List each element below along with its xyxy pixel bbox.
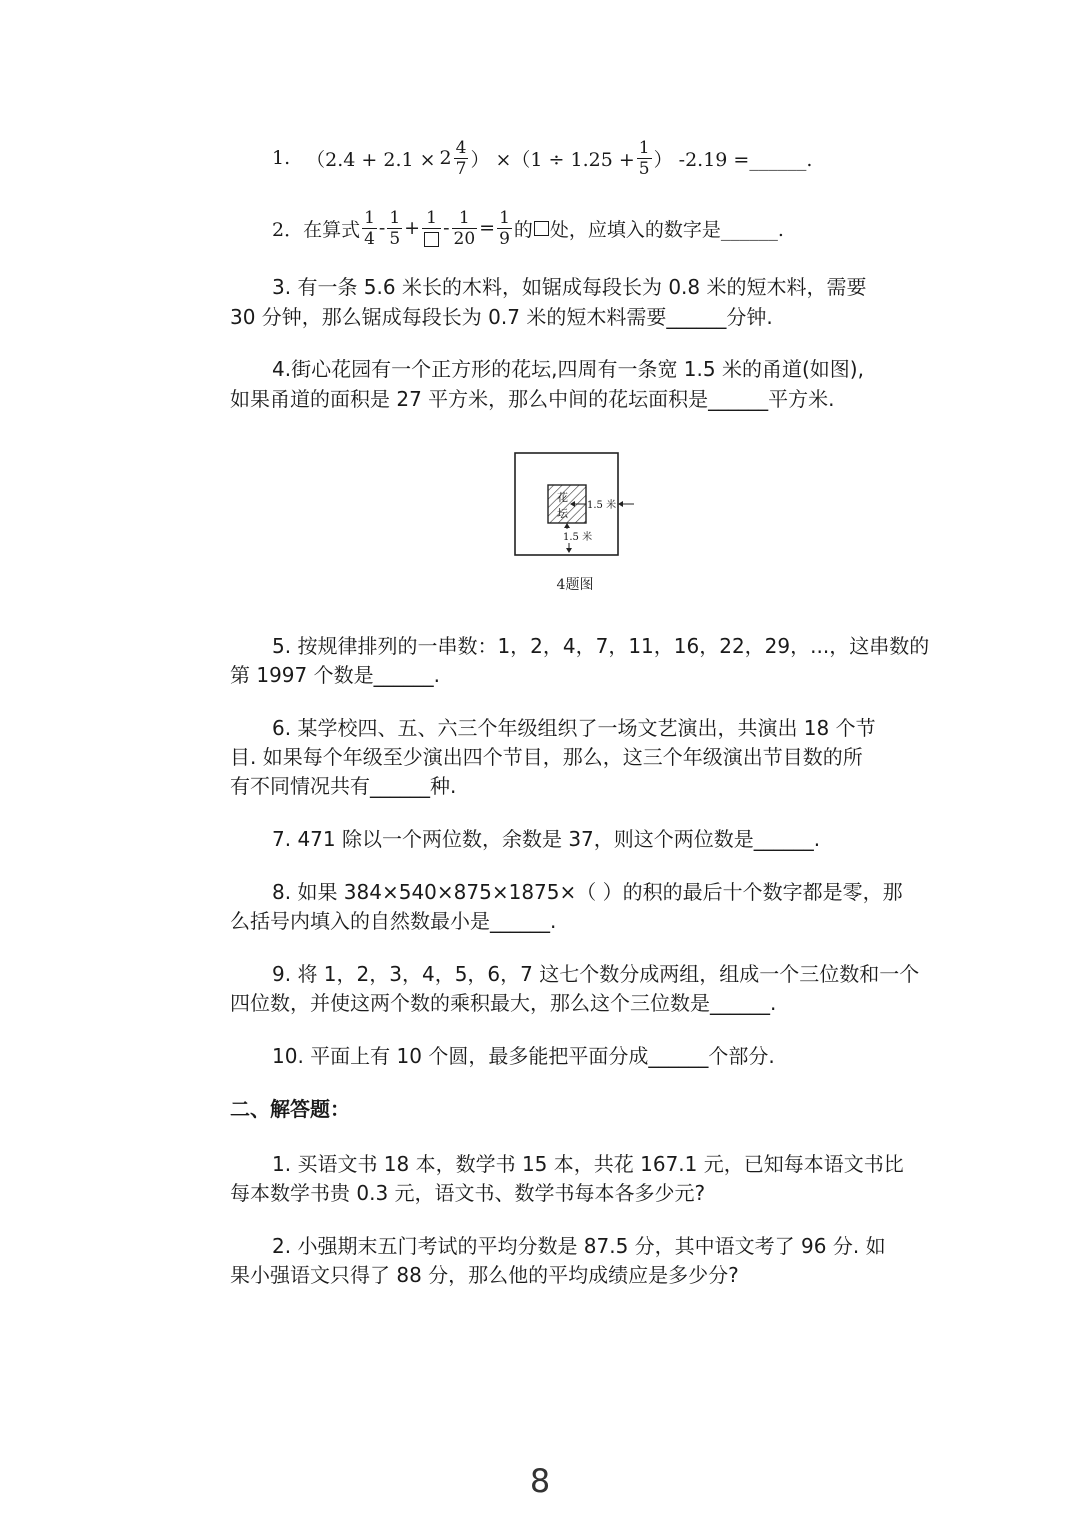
q1-mixed-num: 4 (455, 137, 467, 158)
flowerbed-char-2: 坛 (557, 507, 568, 520)
question-4-line-2: 如果甬道的面积是 27 平方米，那么中间的花坛面积是______平方米. (230, 387, 835, 411)
question-6-line-3: 有不同情况共有______种. (230, 774, 457, 798)
label-right-width: 1.5 米 (587, 500, 617, 511)
q1-frac-num: 1 (638, 137, 650, 158)
q1-fraction (637, 138, 652, 179)
q2-lead: 2．在算式 (272, 218, 361, 241)
q2-fraction-1 (362, 208, 377, 249)
q2-f5-num: 1 (499, 207, 510, 228)
q2-eq: = (479, 217, 496, 239)
question-8-line-2: 么括号内填入的自然数最小是______. (230, 909, 557, 933)
question-10: 10. 平面上有 10 个圆，最多能把平面分成______个部分. (272, 1044, 775, 1068)
section-heading: 二、解答题： (230, 1097, 350, 1121)
flowerbed-char-1: 花 (557, 491, 568, 504)
label-bottom-width: 1.5 米 (563, 532, 593, 543)
question-2 (230, 198, 972, 258)
question-3-line-1: 3. 有一条 5.6 米长的木料，如锯成每段长为 0.8 米的短木料，需要 (272, 275, 867, 299)
blank-box-icon (424, 232, 439, 247)
q1-frac-den: 5 (638, 158, 650, 179)
q2-mid: 的 (513, 218, 533, 241)
q1-mixed-whole: 2 (439, 147, 452, 169)
question-1 (230, 128, 972, 188)
q2-f2-num: 1 (389, 207, 401, 228)
q2-f3-den-box (422, 228, 441, 249)
q1-mid: ） ×（1 ÷ 1.25 + (470, 148, 635, 171)
q2-fraction-2 (387, 208, 402, 249)
q1-mixed-den: 7 (455, 158, 467, 179)
figure-caption: 4题图 (556, 577, 594, 593)
question-8-line-1: 8. 如果 384×540×875×1875×（ ）的积的最后十个数字都是零，那 (272, 880, 903, 904)
q2-fraction-3 (422, 208, 441, 249)
q2-f4-num: 1 (458, 207, 470, 228)
question-4-line-1: 4.街心花园有一个正方形的花坛,四周有一条宽 1.5 米的甬道(如图), (272, 357, 864, 381)
q1-tail: ） -2.19 =______. (653, 148, 813, 171)
q2-fraction-4 (452, 208, 478, 249)
page-number: 8 (529, 1462, 551, 1500)
q1-mixed-fraction (454, 138, 469, 179)
problem-2-line-1: 2. 小强期末五门考试的平均分数是 87.5 分，其中语文考了 96 分. 如 (272, 1234, 886, 1258)
question-5-line-2: 第 1997 个数是______. (230, 663, 440, 687)
question-5-line-1: 5. 按规律排列的一串数：1，2，4，7，11，16，22，29，...，这串数的 (272, 634, 930, 658)
q2-f1-num: 1 (364, 207, 375, 228)
question-6-line-2: 目. 如果每个年级至少演出四个节目，那么，这三个年级演出节目数的所 (230, 745, 863, 769)
q2-f3-num: 1 (426, 207, 437, 228)
q2-f1-den: 4 (364, 228, 375, 249)
question-7: 7. 471 除以一个两位数，余数是 37，则这个两位数是______. (272, 827, 821, 851)
q2-fraction-5 (497, 208, 512, 249)
q2-f5-den: 9 (499, 228, 510, 249)
blank-box-icon (534, 221, 549, 236)
problem-1-line-1: 1. 买语文书 18 本，数学书 15 本，共花 167.1 元，已知每本语文书比 (272, 1152, 904, 1176)
q2-f2-den: 5 (389, 228, 401, 249)
q2-op1: - (378, 217, 386, 239)
q2-op2: + (404, 217, 421, 239)
question-9-line-2: 四位数，并使这两个数的乘积最大，那么这个三位数是______. (230, 991, 777, 1015)
q2-tail: 处，应填入的数字是______. (549, 218, 784, 241)
problem-2-line-2: 果小强语文只得了 88 分，那么他的平均成绩应是多少分? (230, 1263, 739, 1287)
question-9-line-1: 9. 将 1，2，3，4，5，6，7 这七个数分成两组，组成一个三位数和一个 (272, 962, 920, 986)
q2-op3: - (443, 217, 450, 239)
q1-open: （2.4 + 2.1 × (306, 148, 436, 171)
question-3-line-2: 30 分钟，那么锯成每段长为 0.7 米的短木料需要______分钟. (230, 305, 773, 329)
q2-f4-den: 20 (453, 228, 476, 249)
question-6-line-1: 6. 某学校四、五、六三个年级组织了一场文艺演出，共演出 18 个节 (272, 716, 876, 740)
problem-1-line-2: 每本数学书贵 0.3 元，语文书、数学书每本各多少元? (230, 1181, 706, 1205)
q1-number: 1. (272, 147, 291, 169)
